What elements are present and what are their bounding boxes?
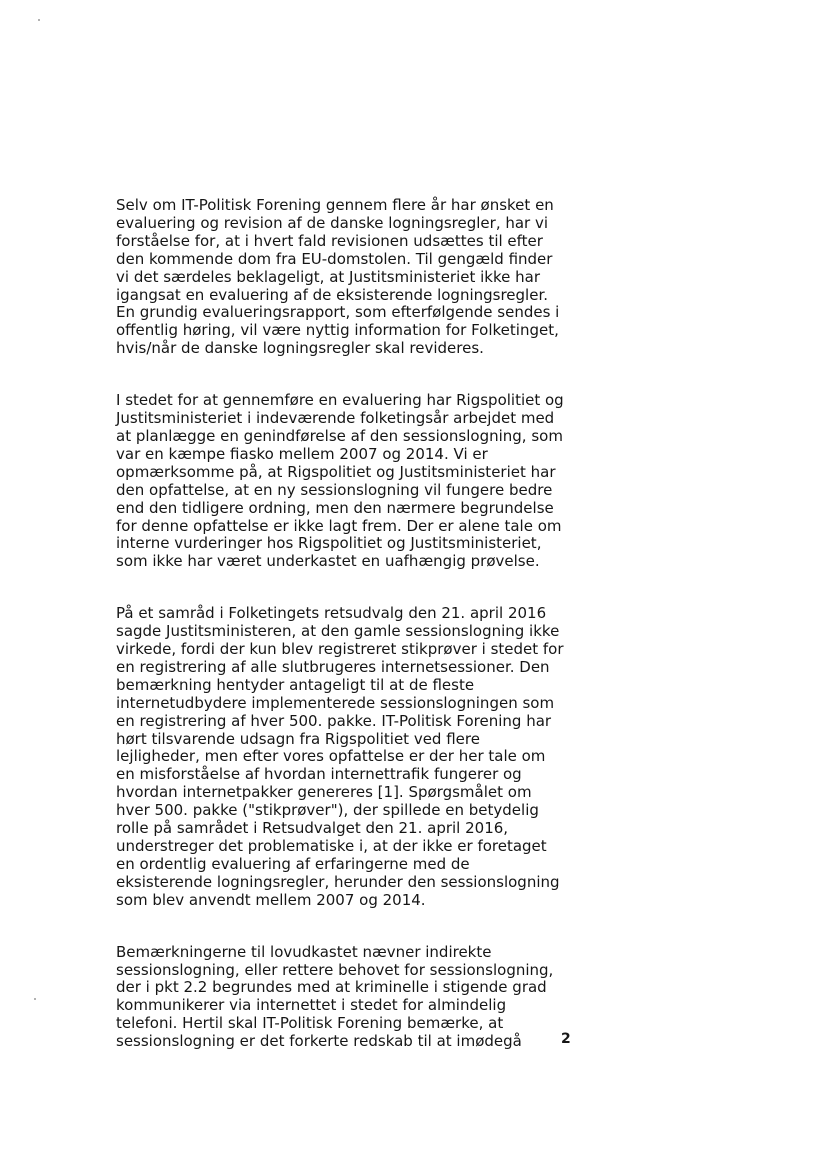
text-line: Bemærkningerne til lovudkastet nævner indirekte xyxy=(116,942,492,961)
paragraph-2 xyxy=(116,392,586,571)
text-line: evaluering og revision af de danske logningsregler, har vi xyxy=(116,213,549,232)
paragraph-4 xyxy=(116,944,586,1051)
text-line: hvordan internetpakker genereres [1]. Spørgsmålet om xyxy=(116,783,532,802)
text-line: den opfattelse, at en ny sessionslogning vil fungere bedre xyxy=(116,480,553,499)
text-line: end den tidligere ordning, men den nærmere begrundelse xyxy=(116,498,554,517)
text-line: igangsat en evaluering af de eksisterende logningsregler. xyxy=(116,285,548,304)
text-line: for denne opfattelse er ikke lagt frem. Der er alene tale om xyxy=(116,516,562,535)
text-line: I stedet for at gennemføre en evaluering har Rigspolitiet og xyxy=(116,391,564,410)
text-line: Justitsministeriet i indeværende folketingsår arbejdet med xyxy=(116,409,555,428)
text-line: som ikke har været underkastet en uafhængig prøvelse. xyxy=(116,552,540,571)
text-line: en ordentlig evaluering af erfaringerne med de xyxy=(116,854,470,873)
text-line: Selv om IT-Politisk Forening gennem flere år har ønsket en xyxy=(116,196,554,214)
text-line: opmærksomme på, at Rigspolitiet og Justitsministeriet har xyxy=(116,462,556,481)
text-line: hver 500. pakke ("stikprøver"), der spillede en betydelig xyxy=(116,801,539,820)
text-line: telefoni. Hertil skal IT-Politisk Forening bemærke, at xyxy=(116,1014,504,1033)
text-line: interne vurderinger hos Rigspolitiet og Justitsministeriet, xyxy=(116,534,542,553)
text-line: hvis/når de danske logningsregler skal revideres. xyxy=(116,339,484,358)
paragraph-1 xyxy=(116,197,586,358)
text-line: sagde Justitsministeren, at den gamle sessionslogning ikke xyxy=(116,622,560,641)
text-line: internetudbydere implementerede sessionslogningen som xyxy=(116,693,555,712)
text-line: rolle på samrådet i Retsudvalget den 21. april 2016, xyxy=(116,819,509,838)
text-line: kommunikerer via internettet i stedet for almindelig xyxy=(116,996,507,1015)
text-line: der i pkt 2.2 begrundes med at kriminelle i stigende grad xyxy=(116,978,547,997)
scan-speck-top xyxy=(38,19,40,21)
text-line: En grundig evalueringsrapport, som efterfølgende sendes i xyxy=(116,303,560,322)
body-text xyxy=(116,197,586,1085)
text-line: som blev anvendt mellem 2007 og 2014. xyxy=(116,890,426,909)
text-line: den kommende dom fra EU-domstolen. Til gengæld finder xyxy=(116,249,553,268)
text-line: at planlægge en genindførelse af den sessionslogning, som xyxy=(116,426,563,445)
text-line: lejligheder, men efter vores opfattelse er der her tale om xyxy=(116,747,546,766)
text-line: forståelse for, at i hvert fald revisionen udsættes til efter xyxy=(116,231,543,250)
page-number: 2 xyxy=(561,1031,571,1047)
text-line: På et samråd i Folketingets retsudvalg den 21. april 2016 xyxy=(116,604,547,623)
text-line: var en kæmpe fiasko mellem 2007 og 2014. Vi er xyxy=(116,444,488,463)
scan-speck-bottom xyxy=(34,998,36,1000)
text-line: understreger det problematiske i, at der ikke er foretaget xyxy=(116,837,547,855)
text-line: bemærkning hentyder antageligt til at de fleste xyxy=(116,675,475,694)
text-line: sessionslogning, eller rettere behovet for sessionslogning, xyxy=(116,960,554,979)
text-line: hørt tilsvarende udsagn fra Rigspolitiet ved flere xyxy=(116,729,480,748)
paragraph-3 xyxy=(116,605,586,909)
text-line: en registrering af hver 500. pakke. IT-Politisk Forening har xyxy=(116,711,552,730)
text-line: sessionslogning er det forkerte redskab til at imødegå xyxy=(116,1032,522,1051)
text-line: en misforståelse af hvordan internettrafik fungerer og xyxy=(116,765,522,784)
text-line: en registrering af alle slutbrugeres internetsessioner. Den xyxy=(116,657,550,676)
text-line: eksisterende logningsregler, herunder den sessionslogning xyxy=(116,872,560,891)
text-line: virkede, fordi der kun blev registreret stikprøver i stedet for xyxy=(116,640,564,659)
text-line: vi det særdeles beklageligt, at Justitsministeriet ikke har xyxy=(116,267,540,286)
text-line: offentlig høring, vil være nyttig information for Folketinget, xyxy=(116,321,559,340)
